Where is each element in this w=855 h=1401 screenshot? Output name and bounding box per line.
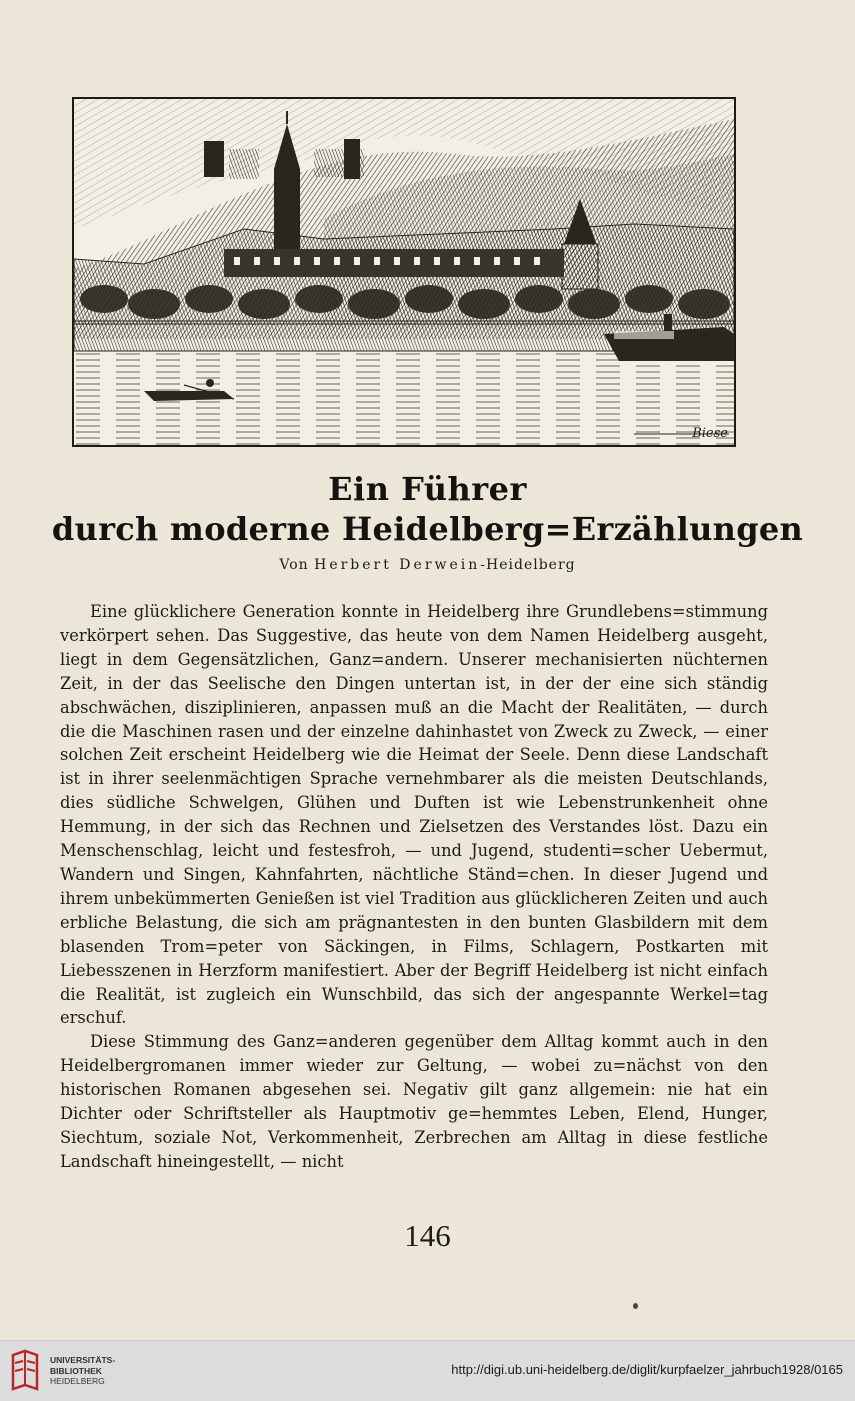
article-body: [60, 600, 768, 1174]
library-name-line: UNIVERSITÄTS-: [50, 1355, 116, 1365]
byline-author: Herbert Derwein: [314, 557, 481, 573]
permalink-url[interactable]: http://digi.ub.uni-heidelberg.de/diglit/kurpfaelzer_jahrbuch1928/0165: [451, 1362, 843, 1377]
article-title: Ein Führer: [328, 470, 527, 508]
byline-prefix: Von: [279, 557, 309, 573]
article-subtitle: durch moderne Heidelberg=Erzählungen: [51, 510, 804, 548]
page-number: 146: [404, 1218, 451, 1253]
artist-signature: Biese: [692, 426, 728, 441]
digital-library-footer: [0, 1340, 855, 1401]
body-paragraph: Diese Stimmung des Ganz=anderen gegenüber dem Alltag kommt auch in den Heidelbergromanen immer wieder zur Geltung, — wobei zu=nächst von den historischen Romanen abgesehen sei. Negativ gilt ganz allgemein: nie hat ein Dichter oder Schriftsteller als Hauptmotiv ge=hemmtes Leben, Elend, Hunger, Siechtum, soziale Not, Verkommenheit, Zerbrechen am Alltag in diese festliche Landschaft hineingestellt, — nicht: [60, 1032, 768, 1171]
body-paragraph: Eine glücklichere Generation konnte in Heidelberg ihre Grundlebens=stimmung verkörpert sehen. Das Suggestive, das heute von dem Namen Heidelberg ausgeht, liegt in dem Gegensätzlichen, Ganz=andern. Unserer mechanisierten nüchternen Zeit, in der das Seelische den Dingen untertan ist, in der der eine sich ständig abschwächen, disziplinieren, anpassen muß an die Macht der Realitäten, — durch die die Maschinen rasen und der einzelne dahinhastet von Zweck zu Zweck, — einer solchen Zeit erscheint Heidelberg wie die Heimat der Seele. Denn diese Landschaft ist in ihrer seelenmächtigen Sprache vernehmbarer als die meisten Deutschlands, dies südliche Schwelgen, Glühen und Duften ist wie Lebenstrunkenheit ohne Hemmung, in der sich das Rechnen und Zielsetzen des Verstandes löst. Dazu ein Menschenschlag, leicht und festesfroh, — und Jugend, studenti=scher Uebermut, Wandern und Singen, Kahnfahrten, nächtliche Ständ=chen. In dieser Jugend und ihrem unbekümmerten Genießen ist viel Tradition aus glücklicheren Zeiten und auch erbliche Belastung, die sich am prägnantesten in den bunten Glasbildern mit dem blasenden Trom=peter von Säckingen, in Films, Schlagern, Postkarten mit Liebesszenen in Herzform manifestiert. Aber der Begriff Heidelberg ist nicht einfach die Realität, ist zugleich ein Wunschbild, das sich der angespannte Werkel=tag erschuf.: [60, 602, 768, 1028]
library-name-line: HEIDELBERG: [50, 1376, 105, 1386]
ink-speck: [633, 1303, 638, 1309]
byline: [0, 557, 855, 573]
library-name-line: BIBLIOTHEK: [50, 1365, 102, 1376]
engraving-drawing: [74, 99, 734, 445]
byline-suffix: -Heidelberg: [480, 557, 576, 573]
heidelberg-engraving: [72, 97, 736, 447]
library-name: [50, 1355, 115, 1387]
library-logo-icon[interactable]: [9, 1349, 41, 1393]
